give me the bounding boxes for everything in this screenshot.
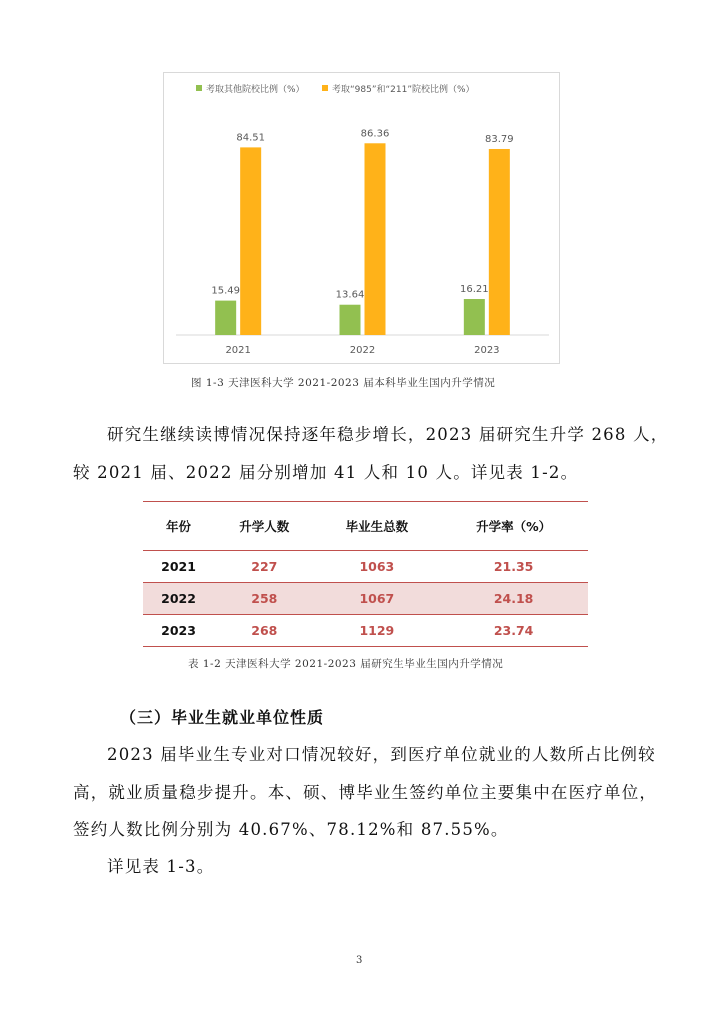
cell-rate: 24.18 bbox=[493, 591, 534, 606]
header-year: 年份 bbox=[166, 519, 192, 534]
section-heading: （三）毕业生就业单位性质 bbox=[120, 708, 325, 727]
table-header-row bbox=[143, 502, 588, 551]
header-rate: 升学率（%） bbox=[476, 519, 552, 534]
legend-swatch bbox=[322, 85, 328, 91]
table-row bbox=[143, 551, 588, 583]
chart-canvas bbox=[164, 73, 561, 365]
graduate-further-study-table bbox=[143, 501, 588, 647]
bar bbox=[240, 147, 261, 335]
data-label: 15.49 bbox=[211, 285, 240, 297]
bar bbox=[464, 299, 485, 335]
data-label: 16.21 bbox=[460, 284, 489, 296]
data-label: 84.51 bbox=[236, 132, 265, 144]
legend-label: 考取“985”和“211”院校比例（%） bbox=[332, 85, 475, 95]
cell-year: 2023 bbox=[161, 623, 196, 638]
paragraph-2-line-2: 高，就业质量稳步提升。本、硕、博毕业生签约单位主要集中在医疗单位， bbox=[73, 783, 658, 802]
header-admitted: 升学人数 bbox=[239, 519, 290, 534]
cell-total: 1063 bbox=[359, 559, 395, 574]
cell-total: 1129 bbox=[359, 623, 395, 638]
paragraph-2-line-1: 2023 届毕业生专业对口情况较好，到医疗单位就业的人数所占比例较 bbox=[107, 745, 656, 764]
table-caption: 表 1-2 天津医科大学 2021-2023 届研究生毕业生国内升学情况 bbox=[188, 658, 504, 670]
table-row bbox=[143, 615, 588, 647]
figure-caption: 图 1-3 天津医科大学 2021-2023 届本科毕业生国内升学情况 bbox=[191, 377, 496, 389]
paragraph-1-line-1: 研究生继续读博情况保持逐年稳步增长，2023 届研究生升学 268 人， bbox=[107, 425, 669, 444]
paragraph-1-line-2: 较 2021 届、2022 届分别增加 41 人和 10 人。详见表 1-2。 bbox=[73, 463, 579, 482]
cell-rate: 23.74 bbox=[493, 623, 534, 638]
bar bbox=[365, 143, 386, 335]
paragraph-2-line-3: 签约人数比例分别为 40.67%、78.12%和 87.55%。 bbox=[73, 820, 509, 839]
cell-total: 1067 bbox=[359, 591, 395, 606]
data-label: 86.36 bbox=[360, 128, 390, 140]
header-total: 毕业生总数 bbox=[345, 519, 409, 534]
cell-admitted: 268 bbox=[251, 623, 278, 638]
x-tick-label: 2021 bbox=[225, 345, 251, 356]
legend-label: 考取其他院校比例（%） bbox=[206, 85, 305, 95]
x-tick-label: 2023 bbox=[474, 345, 500, 356]
legend-swatch bbox=[196, 85, 202, 91]
cell-admitted: 227 bbox=[251, 559, 278, 574]
bar bbox=[340, 305, 361, 335]
table-row bbox=[143, 583, 588, 615]
page-number: 3 bbox=[356, 955, 363, 966]
paragraph-3: 详见表 1-3。 bbox=[107, 857, 215, 876]
cell-year: 2021 bbox=[161, 559, 196, 574]
cell-admitted: 258 bbox=[251, 591, 278, 606]
bar bbox=[215, 301, 236, 335]
cell-year: 2022 bbox=[161, 591, 196, 606]
bar bbox=[489, 149, 510, 335]
x-tick-label: 2022 bbox=[349, 345, 376, 356]
cell-rate: 21.35 bbox=[493, 559, 534, 574]
data-label: 13.64 bbox=[335, 289, 365, 301]
data-label: 83.79 bbox=[485, 133, 514, 145]
bar-chart bbox=[163, 72, 560, 364]
